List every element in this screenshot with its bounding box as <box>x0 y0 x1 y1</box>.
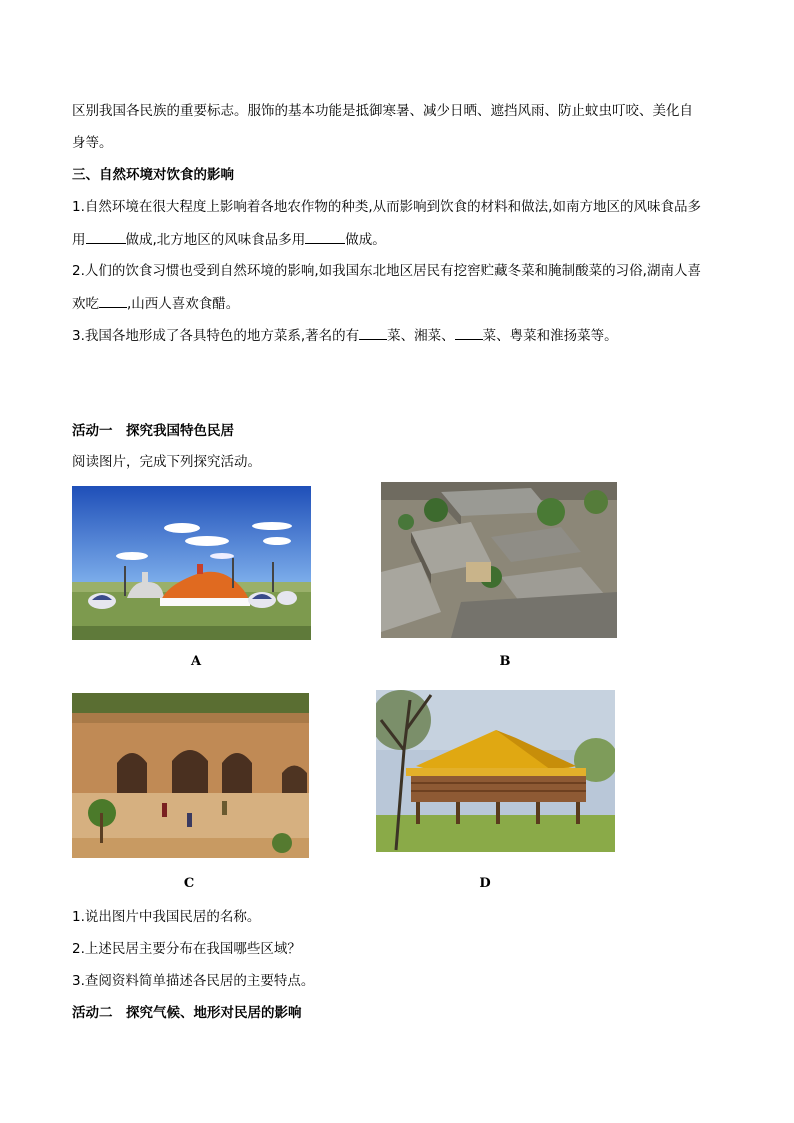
question-2: 2.上述民居主要分布在我国哪些区域？ <box>72 941 301 957</box>
cave-dwelling-photo <box>72 693 309 858</box>
item-2-line-2 <box>72 293 722 314</box>
item-1-text-c: 做成。 <box>345 232 386 248</box>
item-3-text-a: 3.我国各地形成了各具特色的地方菜系,著名的有 <box>72 328 360 344</box>
intro-line-1: 区别我国各民族的重要标志。服饰的基本功能是抵御寒暑、减少日晒、遮挡风雨、防止蚊虫叮咬、美化自 <box>72 103 693 119</box>
item-2-text-a: 欢吃 <box>72 296 99 312</box>
intro-line-2: 身等。 <box>72 135 113 151</box>
item-3-text-b: 菜、湘菜、 <box>387 328 455 344</box>
answer-blank-1[interactable] <box>86 229 126 244</box>
item-1-text-b: 做成,北方地区的风味食品多用 <box>125 232 306 248</box>
courtyard-house-photo <box>381 482 617 638</box>
item-1-text-a: 用 <box>72 232 86 248</box>
answer-blank-4[interactable] <box>359 325 387 340</box>
item-3-line <box>72 325 722 346</box>
item-2-text-b: ,山西人喜欢食醋。 <box>127 296 240 312</box>
item-1-line-2 <box>72 229 722 250</box>
section-3-heading: 三、自然环境对饮食的影响 <box>72 167 234 183</box>
question-3: 3.查阅资料简单描述各民居的主要特点。 <box>72 973 315 989</box>
photo-label-b: B <box>499 654 511 669</box>
activity-1-title: 活动一 探究我国特色民居 <box>72 423 234 439</box>
question-1: 1.说出图片中我国民居的名称。 <box>72 909 261 925</box>
stilt-house-photo <box>376 690 615 852</box>
photo-label-a: A <box>190 654 202 669</box>
yurt-photo <box>72 486 311 640</box>
photo-label-c: C <box>183 876 195 891</box>
photo-label-d: D <box>479 876 491 891</box>
item-2-line-1: 2.人们的饮食习惯也受到自然环境的影响,如我国东北地区居民有挖窖贮藏冬菜和腌制酸菜的习俗,湖南人喜 <box>72 263 701 279</box>
activity-1-instruction: 阅读图片，完成下列探究活动。 <box>72 454 261 470</box>
answer-blank-3[interactable] <box>99 293 127 308</box>
activity-2-title: 活动二 探究气候、地形对民居的影响 <box>72 1005 302 1021</box>
answer-blank-2[interactable] <box>305 229 345 244</box>
answer-blank-5[interactable] <box>455 325 483 340</box>
item-3-text-c: 菜、粤菜和淮扬菜等。 <box>482 328 618 344</box>
item-1-line-1: 1.自然环境在很大程度上影响着各地农作物的种类,从而影响到饮食的材料和做法,如南方地区的风味食品多 <box>72 199 701 215</box>
